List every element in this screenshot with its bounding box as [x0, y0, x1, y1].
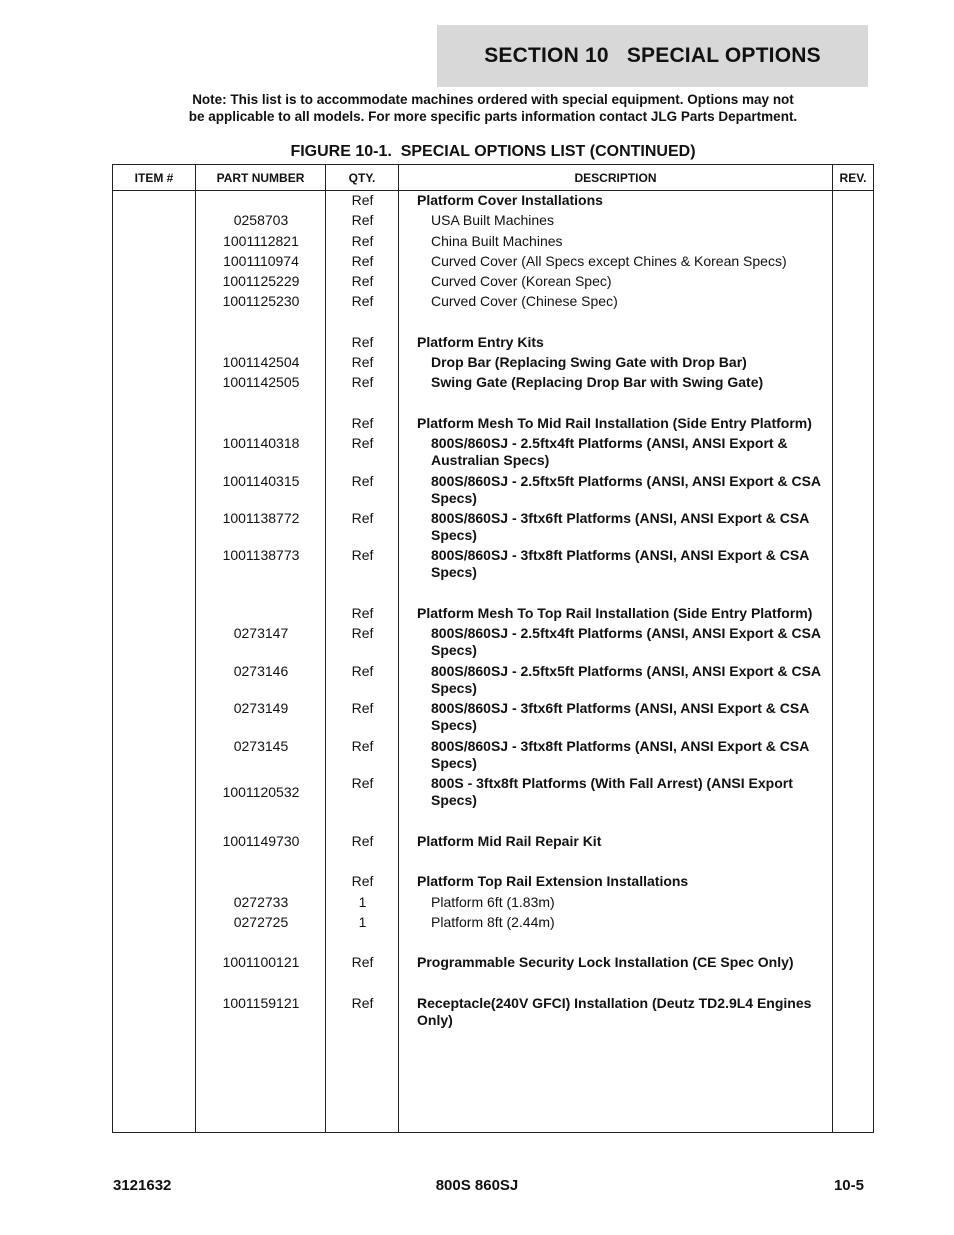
- qty-cell: Ref: [351, 435, 374, 451]
- description-cell: Receptacle(240V GFCI) Installation (Deutz TD2.9L4 Engines Only): [417, 995, 812, 1028]
- part-number-cell: 1001159121: [222, 995, 300, 1011]
- description-cell: Platform Mesh To Mid Rail Installation (Side Entry Platform): [417, 415, 812, 431]
- column-divider: [195, 165, 196, 1132]
- description-cell: Curved Cover (Korean Spec): [431, 273, 612, 289]
- column-divider: [832, 165, 833, 1132]
- part-number-cell: 1001100121: [222, 954, 300, 970]
- description-cell: Drop Bar (Replacing Swing Gate with Drop Bar): [431, 354, 747, 370]
- part-number-cell: 1001138772: [222, 510, 300, 526]
- description-cell: Platform 6ft (1.83m): [431, 894, 555, 910]
- description-cell: China Built Machines: [431, 233, 563, 249]
- description-cell: 800S/860SJ - 3ftx8ft Platforms (ANSI, ANSI Export & CSA Specs): [431, 547, 809, 580]
- description-cell: 800S/860SJ - 2.5ftx5ft Platforms (ANSI, ANSI Export & CSA Specs): [431, 663, 821, 696]
- header-rev: REV.: [839, 170, 867, 185]
- qty-cell: Ref: [351, 700, 374, 716]
- description-cell: Platform Mesh To Top Rail Installation (Side Entry Platform): [417, 605, 813, 621]
- header-divider: [113, 190, 873, 191]
- description-cell: Curved Cover (Chinese Spec): [431, 293, 618, 309]
- qty-cell: Ref: [351, 738, 374, 754]
- part-number-cell: 0258703: [233, 212, 289, 228]
- description-cell: USA Built Machines: [431, 212, 554, 228]
- qty-cell: Ref: [351, 547, 374, 563]
- description-cell: Platform Mid Rail Repair Kit: [417, 833, 602, 849]
- part-number-cell: 1001120532: [222, 784, 300, 800]
- description-cell: 800S/860SJ - 3ftx8ft Platforms (ANSI, ANSI Export & CSA Specs): [431, 738, 809, 771]
- description-cell: 800S/860SJ - 2.5ftx4ft Platforms (ANSI, ANSI Export & Australian Specs): [431, 435, 788, 468]
- part-number-cell: 0272725: [233, 914, 289, 930]
- qty-cell: 1: [358, 914, 367, 930]
- part-number-cell: 1001112821: [223, 233, 299, 249]
- column-divider: [325, 165, 326, 1132]
- qty-cell: Ref: [351, 625, 374, 641]
- qty-cell: Ref: [351, 253, 374, 269]
- description-cell: 800S/860SJ - 2.5ftx5ft Platforms (ANSI, ANSI Export & CSA Specs): [431, 473, 821, 506]
- description-cell: 800S/860SJ - 3ftx6ft Platforms (ANSI, ANSI Export & CSA Specs): [431, 510, 809, 543]
- part-number-cell: 1001138773: [222, 547, 300, 563]
- description-cell: Platform 8ft (2.44m): [431, 914, 555, 930]
- part-number-cell: 0273149: [233, 700, 289, 716]
- qty-cell: Ref: [351, 995, 374, 1011]
- note-line-2: be applicable to all models. For more specific parts information contact JLG Parts Department.: [188, 109, 798, 124]
- footer-page-number: 10-5: [833, 1177, 864, 1194]
- part-number-cell: 1001125230: [222, 293, 300, 309]
- qty-cell: Ref: [351, 293, 374, 309]
- description-cell: Platform Top Rail Extension Installations: [417, 873, 689, 889]
- qty-cell: Ref: [351, 954, 374, 970]
- figure-title: FIGURE 10-1. SPECIAL OPTIONS LIST (CONTINUED): [290, 143, 696, 160]
- qty-cell: Ref: [351, 334, 374, 350]
- description-cell: Programmable Security Lock Installation (CE Spec Only): [417, 954, 794, 970]
- section-header: [437, 25, 868, 87]
- description-cell: Curved Cover (All Specs except Chines & Korean Specs): [431, 253, 787, 269]
- column-divider: [398, 165, 399, 1132]
- part-number-cell: 0273147: [233, 625, 289, 641]
- qty-cell: Ref: [351, 192, 374, 208]
- qty-cell: Ref: [351, 605, 374, 621]
- description-cell: 800S/860SJ - 2.5ftx4ft Platforms (ANSI, ANSI Export & CSA Specs): [431, 625, 821, 658]
- part-number-cell: 0272733: [233, 894, 289, 910]
- description-cell: Swing Gate (Replacing Drop Bar with Swing Gate): [431, 374, 764, 390]
- qty-cell: 1: [358, 894, 367, 910]
- qty-cell: Ref: [351, 354, 374, 370]
- qty-cell: Ref: [351, 374, 374, 390]
- description-cell: 800S/860SJ - 3ftx6ft Platforms (ANSI, ANSI Export & CSA Specs): [431, 700, 809, 733]
- part-number-cell: 0273145: [233, 738, 289, 754]
- part-number-cell: 1001142504: [222, 354, 300, 370]
- footer-doc-number: 3121632: [113, 1177, 172, 1194]
- part-number-cell: 1001140318: [222, 435, 300, 451]
- header-qty: QTY.: [348, 170, 376, 185]
- qty-cell: Ref: [351, 415, 374, 431]
- part-number-cell: 1001149730: [222, 833, 300, 849]
- qty-cell: Ref: [351, 663, 374, 679]
- part-number-cell: 1001140315: [222, 473, 300, 489]
- part-number-cell: 1001142505: [222, 374, 300, 390]
- special-options-table: [112, 164, 874, 1133]
- header-item: ITEM #: [134, 170, 174, 185]
- qty-cell: Ref: [351, 833, 374, 849]
- header-description: DESCRIPTION: [574, 170, 657, 185]
- qty-cell: Ref: [351, 273, 374, 289]
- description-cell: Platform Cover Installations: [417, 192, 603, 208]
- part-number-cell: 1001110974: [223, 253, 299, 269]
- qty-cell: Ref: [351, 873, 374, 889]
- part-number-cell: 1001125229: [222, 273, 300, 289]
- description-cell: Platform Entry Kits: [417, 334, 544, 350]
- description-cell: 800S - 3ftx8ft Platforms (With Fall Arrest) (ANSI Export Specs): [431, 775, 793, 808]
- part-number-cell: 0273146: [233, 663, 289, 679]
- qty-cell: Ref: [351, 212, 374, 228]
- section-title: SECTION 10 SPECIAL OPTIONS: [484, 44, 821, 67]
- note: [113, 91, 873, 125]
- header-part-number: PART NUMBER: [216, 170, 305, 185]
- qty-cell: Ref: [351, 233, 374, 249]
- qty-cell: Ref: [351, 510, 374, 526]
- footer-model: 800S 860SJ: [435, 1177, 519, 1194]
- qty-cell: Ref: [351, 775, 374, 791]
- qty-cell: Ref: [351, 473, 374, 489]
- note-line-1: Note: This list is to accommodate machines ordered with special equipment. Options may not: [192, 92, 794, 107]
